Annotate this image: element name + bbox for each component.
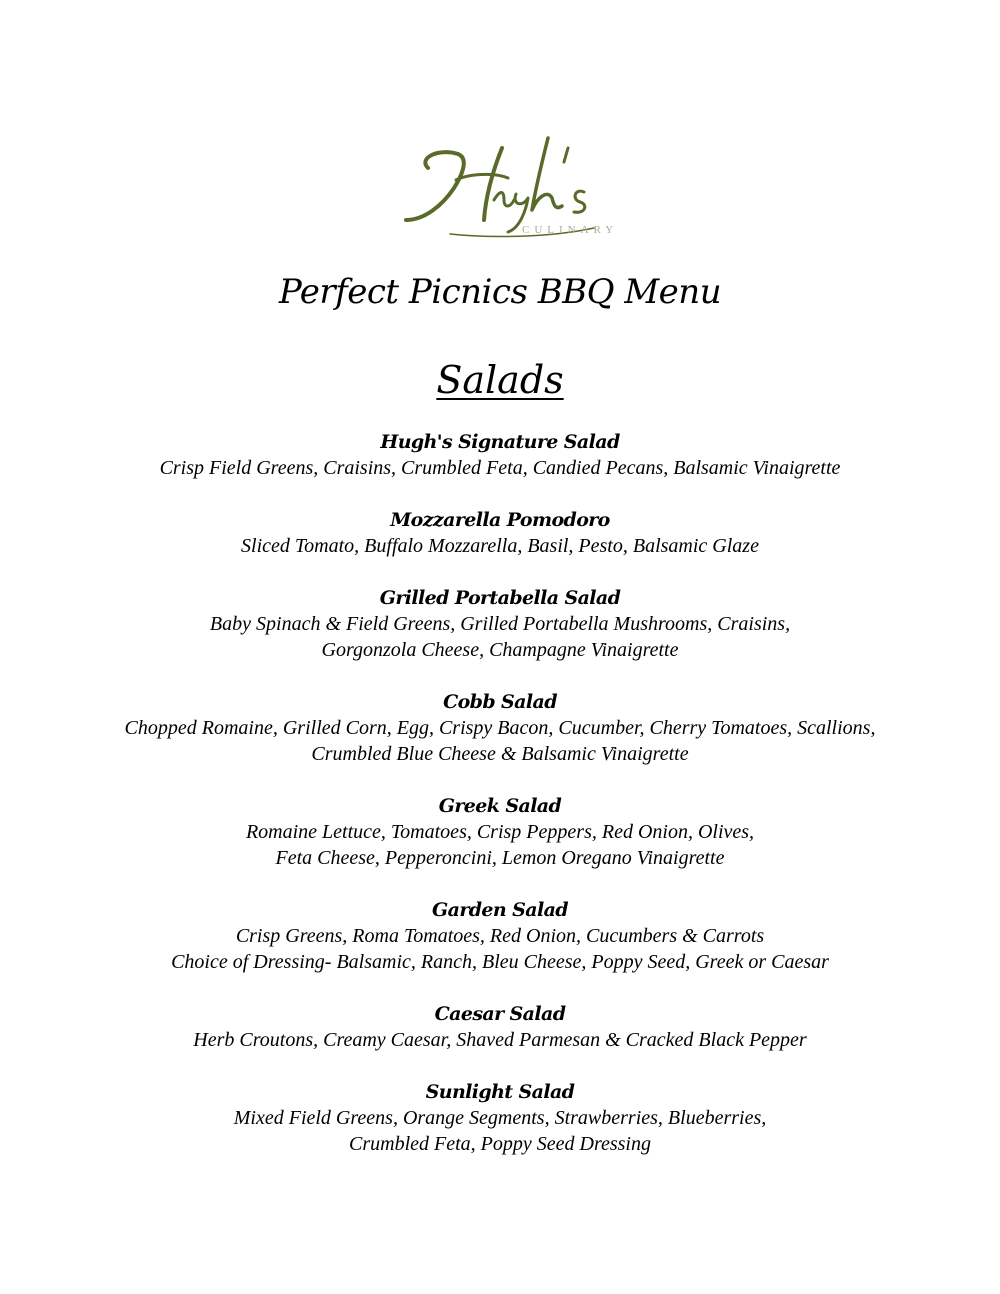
menu-item-name: Caesar Salad xyxy=(434,1003,566,1025)
menu-item-description: Gorgonzola Cheese, Champagne Vinaigrette xyxy=(321,639,679,661)
menu-item xyxy=(0,429,1000,481)
menu-item-name: Garden Salad xyxy=(432,899,568,921)
menu-item-name: Grilled Portabella Salad xyxy=(379,587,621,609)
menu-item xyxy=(0,507,1000,559)
menu-item-name: Mozzarella Pomodoro xyxy=(390,509,610,531)
hughs-culinary-logo xyxy=(398,128,619,240)
menu-item-description: Herb Croutons, Creamy Caesar, Shaved Parmesan & Cracked Black Pepper xyxy=(193,1029,807,1051)
menu-item xyxy=(0,1001,1000,1053)
menu-item-description: Chopped Romaine, Grilled Corn, Egg, Crispy Bacon, Cucumber, Cherry Tomatoes, Scallions, xyxy=(124,717,876,739)
section-heading xyxy=(0,358,1000,402)
menu-items-list xyxy=(0,429,1000,1183)
menu-item-description: Crisp Greens, Roma Tomatoes, Red Onion, Cucumbers & Carrots xyxy=(235,925,765,947)
menu-item-description: Mixed Field Greens, Orange Segments, Strawberries, Blueberries, xyxy=(233,1107,767,1129)
menu-item xyxy=(0,585,1000,663)
menu-item xyxy=(0,897,1000,975)
menu-item-name: Greek Salad xyxy=(438,795,562,817)
menu-item xyxy=(0,793,1000,871)
menu-item-description: Choice of Dressing- Balsamic, Ranch, Bleu Cheese, Poppy Seed, Greek or Caesar xyxy=(171,951,829,973)
page-title: Perfect Picnics BBQ Menu xyxy=(278,272,722,312)
menu-item-description: Romaine Lettuce, Tomatoes, Crisp Peppers, Red Onion, Olives, xyxy=(245,821,755,843)
menu-item xyxy=(0,1079,1000,1157)
menu-item-name: Cobb Salad xyxy=(443,691,557,713)
menu-item-description: Crisp Field Greens, Craisins, Crumbled Feta, Candied Pecans, Balsamic Vinaigrette xyxy=(159,457,841,479)
menu-item-description: Baby Spinach & Field Greens, Grilled Portabella Mushrooms, Craisins, xyxy=(209,613,791,635)
menu-item-description: Crumbled Feta, Poppy Seed Dressing xyxy=(349,1133,651,1155)
menu-item-description: Feta Cheese, Pepperoncini, Lemon Oregano Vinaigrette xyxy=(275,847,725,869)
menu-item xyxy=(0,689,1000,767)
menu-item-name: Sunlight Salad xyxy=(425,1081,575,1103)
menu-item-name: Hugh's Signature Salad xyxy=(380,431,620,453)
svg-text:CULINARY: CULINARY xyxy=(522,224,619,236)
menu-item-description: Crumbled Blue Cheese & Balsamic Vinaigrette xyxy=(311,743,689,765)
menu-item-description: Sliced Tomato, Buffalo Mozzarella, Basil, Pesto, Balsamic Glaze xyxy=(241,535,759,557)
section-heading-text: Salads xyxy=(436,358,564,402)
